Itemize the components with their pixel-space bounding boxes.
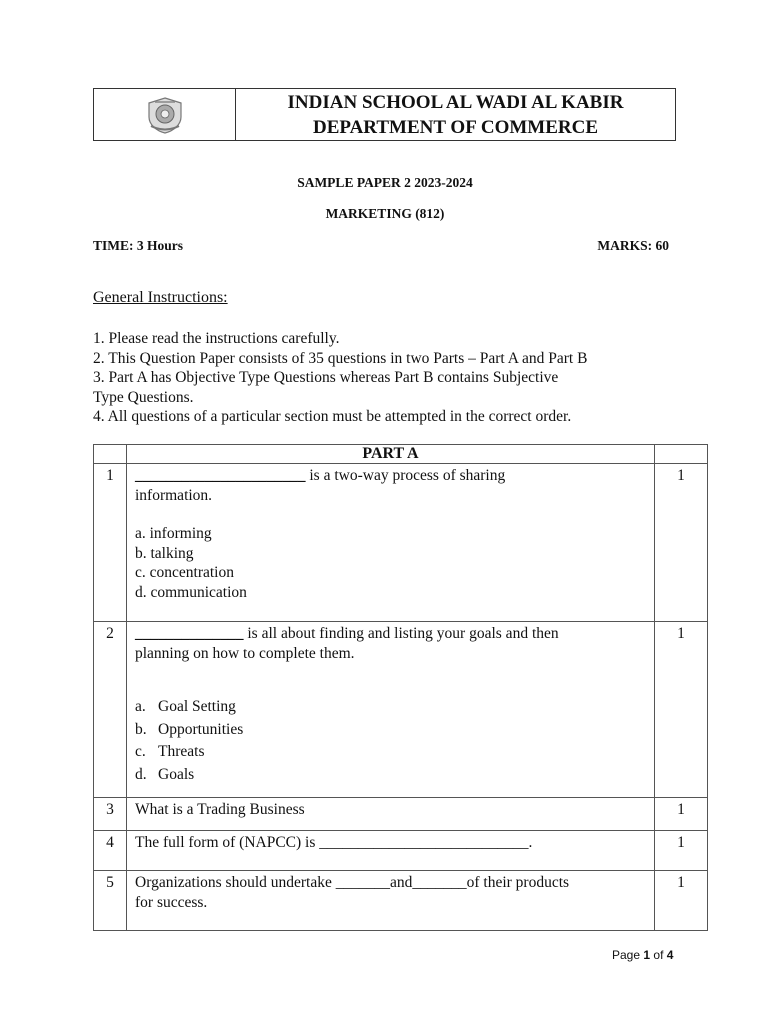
- options-list: [135, 524, 646, 602]
- instruction-item: 3. Part A has Objective Type Questions whereas Part B contains Subjective: [93, 369, 559, 386]
- instruction-item: 2. This Question Paper consists of 35 questions in two Parts – Part A and Part B: [93, 349, 588, 367]
- option-item: d. communication: [135, 583, 247, 601]
- page-total: 4: [666, 948, 674, 962]
- question-blank: ______________: [135, 625, 244, 642]
- option-item: a. informing: [135, 525, 212, 542]
- time-marks-line: [93, 238, 669, 254]
- question-marks: 1: [655, 464, 708, 622]
- option-item: d. Goals: [135, 765, 195, 783]
- question-text: [127, 871, 655, 931]
- question-row: [94, 622, 708, 798]
- instructions-list: [93, 329, 683, 427]
- part-heading-row: [94, 445, 708, 464]
- option-item: a. Goal Setting: [135, 698, 236, 715]
- option-item: b. talking: [135, 544, 194, 562]
- question-marks: 1: [655, 831, 708, 871]
- question-number: 4: [94, 831, 127, 871]
- question-stem: Organizations should undertake _______and_______of their products: [135, 874, 570, 891]
- instruction-item: 4. All questions of a particular section must be attempted in the correct order.: [93, 408, 572, 425]
- question-row: [94, 464, 708, 622]
- paper-subject: MARKETING (812): [325, 206, 445, 221]
- question-stem-cont: information.: [135, 486, 213, 504]
- option-item: c. Threats: [135, 743, 205, 760]
- question-stem-cont: planning on how to complete them.: [135, 644, 355, 662]
- instructions-heading: General Instructions:: [93, 289, 228, 306]
- question-text: [127, 622, 655, 798]
- page-label: Page: [612, 948, 641, 962]
- question-blank: ______________________: [135, 467, 306, 484]
- time-label: TIME: 3 Hours: [93, 238, 184, 253]
- marks-label: MARKS: 60: [597, 238, 669, 253]
- question-marks: 1: [655, 798, 708, 831]
- option-item: c. concentration: [135, 564, 234, 581]
- part-a-heading: PART A: [127, 445, 655, 464]
- question-table: [93, 444, 708, 931]
- question-row: [94, 831, 708, 871]
- question-stem: is a two-way process of sharing: [305, 467, 506, 484]
- question-number: 3: [94, 798, 127, 831]
- page-of: of: [653, 948, 664, 962]
- school-crest-logo-icon: [143, 95, 187, 135]
- department-name: DEPARTMENT OF COMMERCE: [312, 116, 599, 138]
- question-stem: is all about finding and listing your goals and then: [243, 625, 559, 642]
- question-number: 5: [94, 871, 127, 931]
- header-box: [93, 88, 676, 141]
- question-text: [127, 464, 655, 622]
- question-number: 1: [94, 464, 127, 622]
- header-title: [236, 89, 675, 140]
- question-text: What is a Trading Business: [127, 798, 655, 831]
- logo-cell: [94, 89, 236, 140]
- options-list: [135, 696, 646, 786]
- page-current: 1: [643, 948, 651, 962]
- question-stem-cont: for success.: [135, 893, 208, 911]
- question-text: The full form of (NAPCC) is ___________________________.: [127, 831, 655, 871]
- question-number: 2: [94, 622, 127, 798]
- question-row: [94, 871, 708, 931]
- question-marks: 1: [655, 622, 708, 798]
- option-item: b. Opportunities: [135, 720, 244, 738]
- instruction-item: Type Questions.: [93, 388, 194, 406]
- page-number: [612, 948, 673, 962]
- school-name: INDIAN SCHOOL AL WADI AL KABIR: [287, 91, 624, 113]
- question-row: [94, 798, 708, 831]
- question-marks: 1: [655, 871, 708, 931]
- instruction-item: 1. Please read the instructions carefully.: [93, 330, 340, 347]
- paper-title: SAMPLE PAPER 2 2023-2024: [297, 175, 473, 190]
